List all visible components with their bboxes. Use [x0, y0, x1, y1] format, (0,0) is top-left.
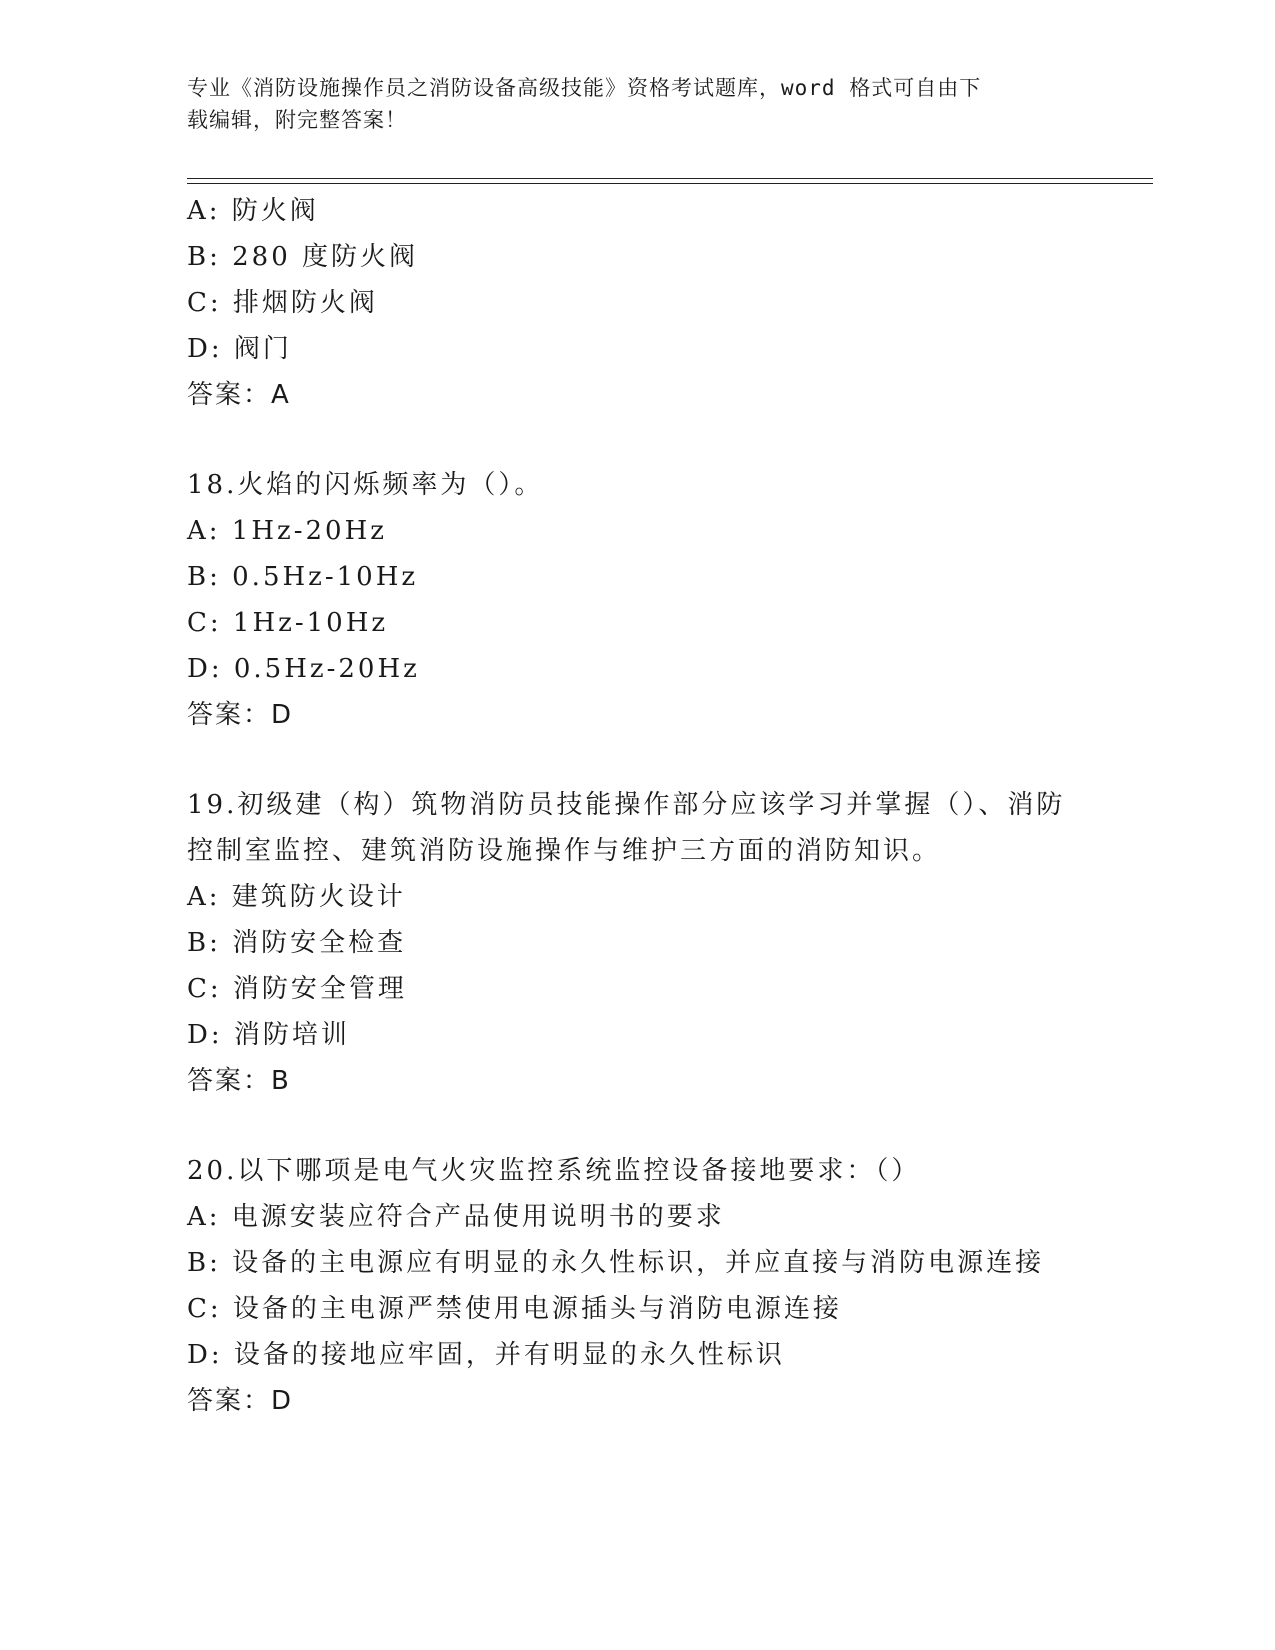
option-b: B: 280 度防火阀	[187, 242, 419, 272]
option-b: B: 消防安全检查	[187, 928, 407, 958]
header-line-1: 专业《消防设施操作员之消防设备高级技能》资格考试题库，word 格式可自由下	[187, 76, 982, 100]
option-c: C: 设备的主电源严禁使用电源插头与消防电源连接	[187, 1294, 842, 1324]
option-b: B: 0.5Hz-10Hz	[187, 562, 419, 592]
option-c: C: 1Hz-10Hz	[187, 608, 389, 638]
question-text-line-2: 控制室监控、建筑消防设施操作与维护三方面的消防知识。	[187, 836, 942, 866]
option-d: D: 0.5Hz-20Hz	[187, 654, 420, 684]
option-c: C: 消防安全管理	[187, 974, 407, 1004]
question-text: 18.火焰的闪烁频率为（）。	[187, 470, 544, 500]
header-divider-top	[187, 178, 1153, 179]
document-header	[187, 72, 1067, 136]
option-d: D: 阀门	[187, 334, 292, 364]
option-d: D: 设备的接地应牢固，并有明显的永久性标识	[187, 1340, 785, 1370]
header-divider-bottom	[187, 183, 1153, 184]
question-17	[187, 188, 1087, 418]
option-b: B: 设备的主电源应有明显的永久性标识，并应直接与消防电源连接	[187, 1248, 1045, 1278]
answer: 答案：D	[187, 700, 294, 730]
option-a: A: 防火阀	[187, 196, 319, 226]
spacer	[187, 418, 1087, 462]
spacer	[187, 1104, 1087, 1148]
option-a: A: 1Hz-20Hz	[187, 516, 387, 546]
question-19	[187, 782, 1087, 1104]
answer: 答案：A	[187, 380, 291, 410]
spacer	[187, 738, 1087, 782]
question-18	[187, 462, 1087, 738]
answer: 答案：D	[187, 1386, 294, 1416]
question-20	[187, 1148, 1087, 1424]
option-c: C: 排烟防火阀	[187, 288, 378, 318]
question-text: 20.以下哪项是电气火灾监控系统监控设备接地要求：（）	[187, 1156, 921, 1186]
answer: 答案：B	[187, 1066, 291, 1096]
header-line-2: 载编辑，附完整答案！	[187, 108, 407, 132]
option-a: A: 建筑防火设计	[187, 882, 406, 912]
option-a: A: 电源安装应符合产品使用说明书的要求	[187, 1202, 725, 1232]
option-d: D: 消防培训	[187, 1020, 350, 1050]
question-list	[187, 188, 1087, 1424]
question-text-line-1: 19.初级建（构）筑物消防员技能操作部分应该学习并掌握（）、消防	[187, 790, 1066, 820]
